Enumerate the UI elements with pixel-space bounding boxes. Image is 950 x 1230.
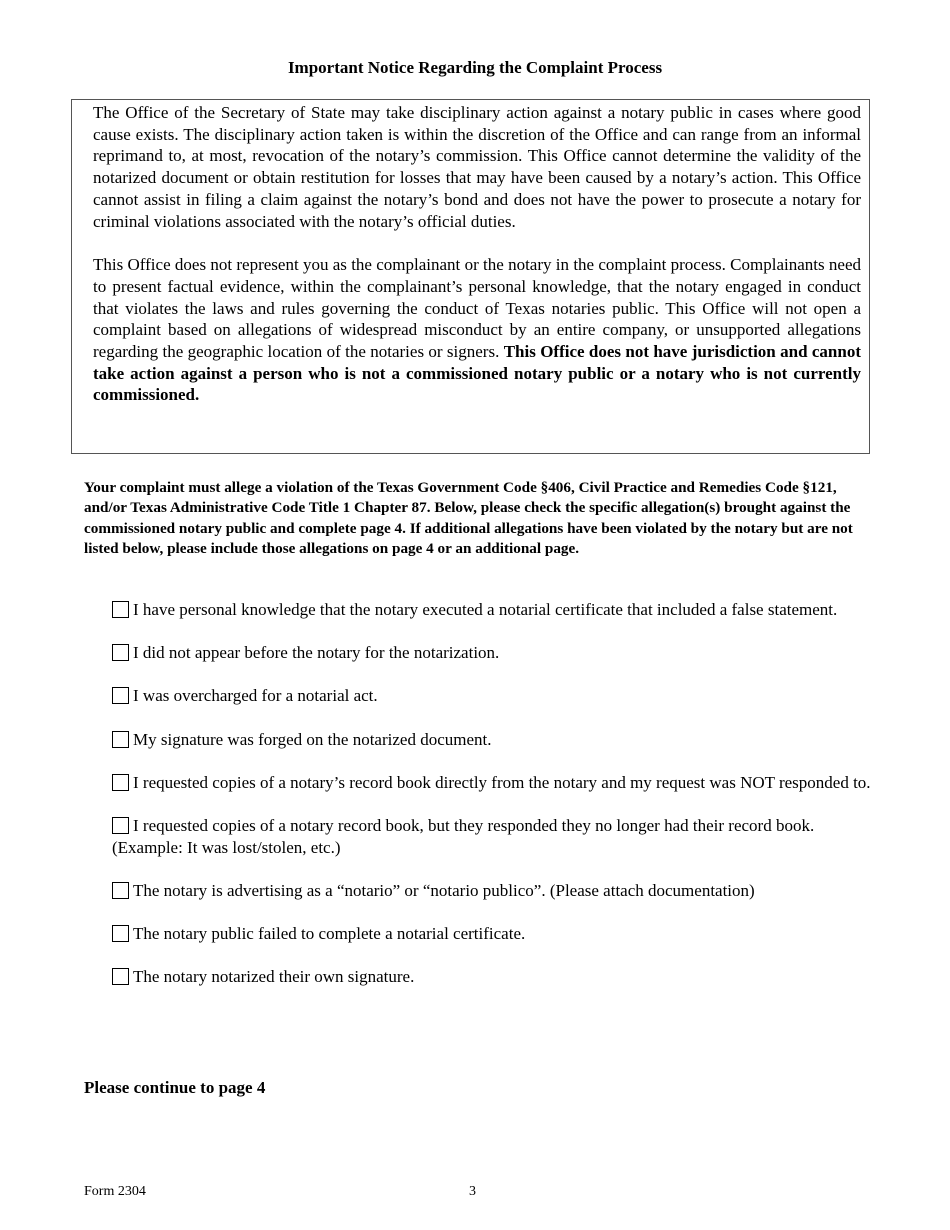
allegation-label: The notary public failed to complete a notarial certificate. bbox=[133, 923, 526, 943]
allegation-label: The notary is advertising as a “notario” or “notario publico”. (Please attach documentation) bbox=[133, 880, 755, 900]
allegation-instructions: Your complaint must allege a violation of the Texas Government Code §406, Civil Practice and Remedies Code §121, and/or Texas Administrative Code Title 1 Chapter 87. Below, please check the specific allegation(s) brought against the commissioned notary public and complete page 4. If additional allegations have been violated by the notary but are not listed below, please include those allegations on page 4 or an additional page. bbox=[84, 479, 853, 557]
allegation-checkbox[interactable] bbox=[112, 968, 129, 985]
allegation-label: I requested copies of a notary’s record book directly from the notary and my request was NOT responded to. bbox=[133, 772, 871, 792]
allegation-checkbox[interactable] bbox=[112, 731, 129, 748]
allegation-checkbox[interactable] bbox=[112, 774, 129, 791]
footer-form-number: Form 2304 bbox=[84, 1184, 146, 1199]
notice-paragraph-1: The Office of the Secretary of State may take disciplinary action against a notary public in cases where good cause exists. The disciplinary action taken is within the discretion of the Office and can range from an informal reprimand to, at most, revocation of the notary’s commission. This Office cannot determine the validity of the notarized document or obtain restitution for losses that may have been caused by a notary’s action. This Office cannot assist in filing a claim against the notary’s bond and does not have the power to prosecute a notary for criminal violations associated with the notary’s official duties. bbox=[93, 103, 861, 231]
allegation-overcharged bbox=[112, 685, 872, 707]
allegation-record-request-ignored bbox=[112, 772, 872, 794]
allegation-checkbox[interactable] bbox=[112, 601, 129, 618]
allegation-label: I requested copies of a notary record book, but they responded they no longer had their record book. (Example: It was lost/stolen, etc.) bbox=[112, 815, 815, 857]
allegation-incomplete-certificate bbox=[112, 923, 872, 945]
notice-jurisdiction-warning: This Office does not have jurisdiction and cannot take action against a person who is not a commissioned notary public or a notary who is not currently commissioned. bbox=[93, 342, 861, 405]
allegation-label: My signature was forged on the notarized document. bbox=[133, 729, 492, 749]
allegation-checkbox[interactable] bbox=[112, 817, 129, 834]
footer-page-number: 3 bbox=[469, 1184, 476, 1199]
notice-box bbox=[71, 99, 870, 454]
allegation-label: The notary notarized their own signature. bbox=[133, 967, 415, 987]
notice-paragraph-2-text: This Office does not represent you as the complainant or the notary in the complaint process. Complainants need to present factual evidence, within the complainant’s personal knowledge, that the notary engaged in conduct that violates the laws and rules governing the conduct of Texas notaries public. This Office will not open a complaint based on allegations of widespread misconduct by an entire company, or unsupported allegations regarding the geographic location of the notaries or signers. bbox=[93, 255, 861, 362]
allegation-signature-forged bbox=[112, 729, 872, 751]
notice-paragraph-2 bbox=[93, 254, 861, 406]
allegation-record-book-lost bbox=[112, 815, 872, 858]
allegation-checkbox[interactable] bbox=[112, 925, 129, 942]
allegation-list bbox=[112, 599, 872, 1009]
allegation-own-signature bbox=[112, 966, 872, 988]
allegation-label: I have personal knowledge that the notary executed a notarial certificate that included a false statement. bbox=[133, 600, 838, 619]
continue-note: Please continue to page 4 bbox=[84, 1078, 266, 1097]
allegation-notario-advertising bbox=[112, 880, 872, 902]
allegation-label: I did not appear before the notary for the notarization. bbox=[133, 643, 500, 663]
allegation-label: I was overcharged for a notarial act. bbox=[133, 686, 378, 706]
allegation-checkbox[interactable] bbox=[112, 882, 129, 899]
allegation-checkbox[interactable] bbox=[112, 687, 129, 704]
allegation-false-statement bbox=[112, 599, 872, 621]
allegation-did-not-appear bbox=[112, 642, 872, 664]
allegation-checkbox[interactable] bbox=[112, 644, 129, 661]
page-title: Important Notice Regarding the Complaint Process bbox=[287, 58, 663, 77]
